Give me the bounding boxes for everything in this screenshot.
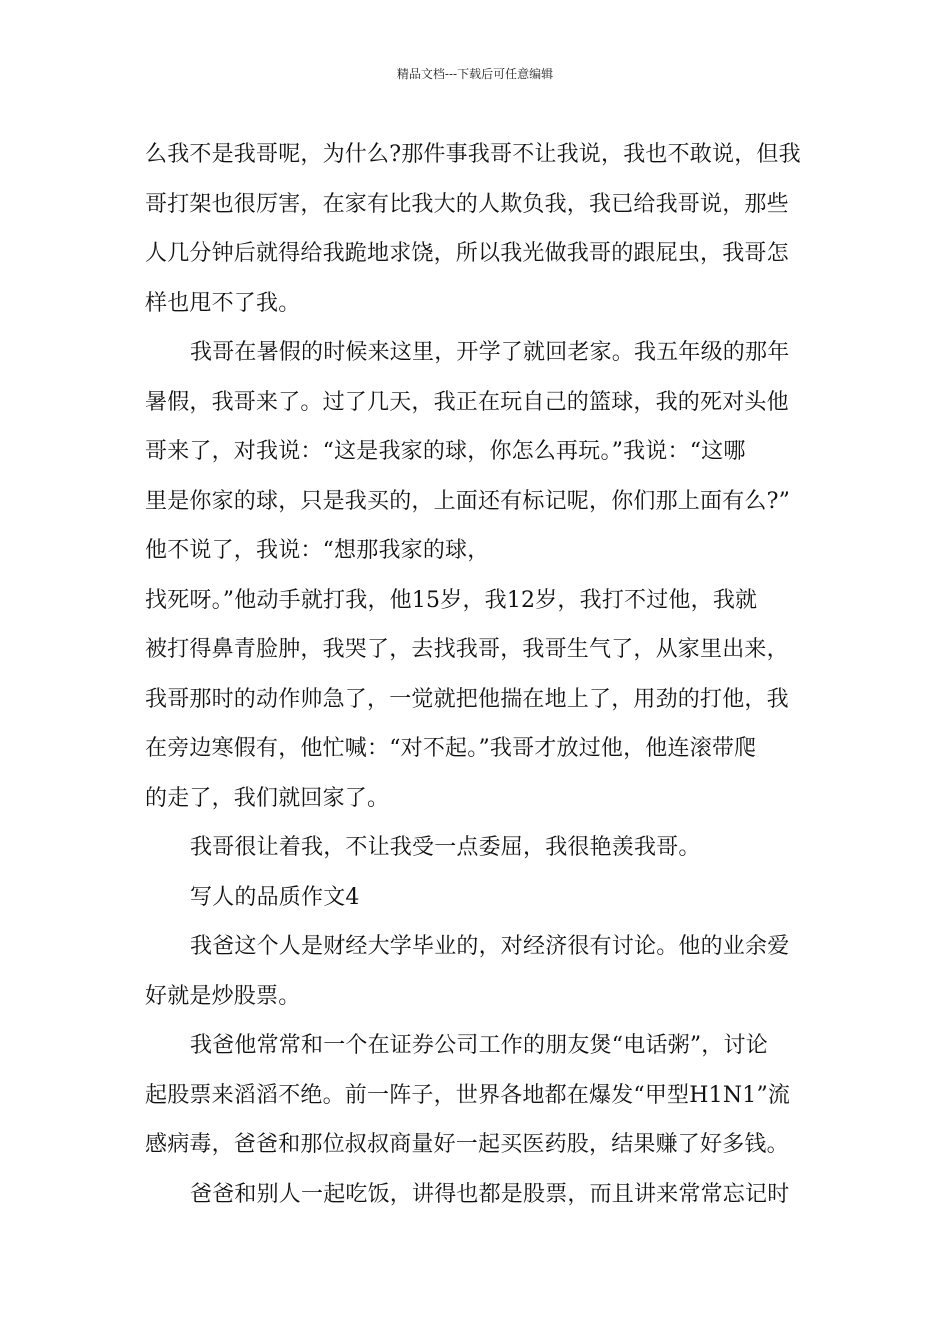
- text-line: 感病毒，爸爸和那位叔叔商量好一起买医药股，结果赚了好多钱。: [145, 1132, 789, 1157]
- text-line: 被打得鼻青脸肿，我哭了，去找我哥，我哥生气了，从家里出来，: [145, 637, 789, 662]
- document-body: [145, 130, 810, 1219]
- text-line: 哥打架也很厉害，在家有比我大的人欺负我，我已给我哥说，那些: [145, 191, 789, 217]
- text-line: 找死呀。”他动手就打我，他15岁，我12岁，我打不过他，我就: [145, 587, 758, 613]
- text-line: 我爸他常常和一个在证券公司工作的朋友煲“电话粥”，讨论: [190, 1033, 768, 1058]
- text-line: 样也甩不了我。: [145, 290, 301, 316]
- text-line: 好就是炒股票。: [145, 983, 301, 1009]
- text-line: 暑假，我哥来了。过了几天，我正在玩自己的篮球，我的死对头他: [145, 389, 789, 415]
- page-header: 精品文档---下载后可任意编辑: [396, 67, 554, 81]
- text-line: 写人的品质作文4: [190, 884, 360, 910]
- text-line: 么我不是我哥呢，为什么?那件事我哥不让我说，我也不敢说，但我: [145, 142, 801, 167]
- text-line: 起股票来滔滔不绝。前一阵子，世界各地都在爆发“甲型H1N1”流: [145, 1082, 791, 1108]
- text-line: 在旁边寒假有，他忙喊：“对不起。”我哥才放过他，他连滚带爬: [145, 736, 757, 761]
- text-line: 爸爸和别人一起吃饭，讲得也都是股票，而且讲来常常忘记时: [190, 1181, 790, 1207]
- text-line: 的走了，我们就回家了。: [145, 785, 390, 811]
- text-line: 我爸这个人是财经大学毕业的，对经济很有讨论。他的业余爱: [190, 934, 790, 959]
- text-line: 人几分钟后就得给我跪地求饶，所以我光做我哥的跟屁虫，我哥怎: [145, 241, 789, 266]
- text-line: 里是你家的球，只是我买的，上面还有标记呢，你们那上面有么?”: [145, 488, 791, 514]
- text-line: 我哥在暑假的时候来这里，开学了就回老家。我五年级的那年: [190, 340, 790, 365]
- text-line: 他不说了，我说：“想那我家的球，: [145, 538, 490, 563]
- text-line: 哥来了，对我说：“这是我家的球，你怎么再玩。”我说：“这哪: [145, 439, 746, 464]
- text-line: 我哥那时的动作帅急了，一觉就把他揣在地上了，用劲的打他，我: [145, 686, 789, 712]
- text-line: 我哥很让着我，不让我受一点委屈，我很艳羡我哥。: [190, 835, 701, 860]
